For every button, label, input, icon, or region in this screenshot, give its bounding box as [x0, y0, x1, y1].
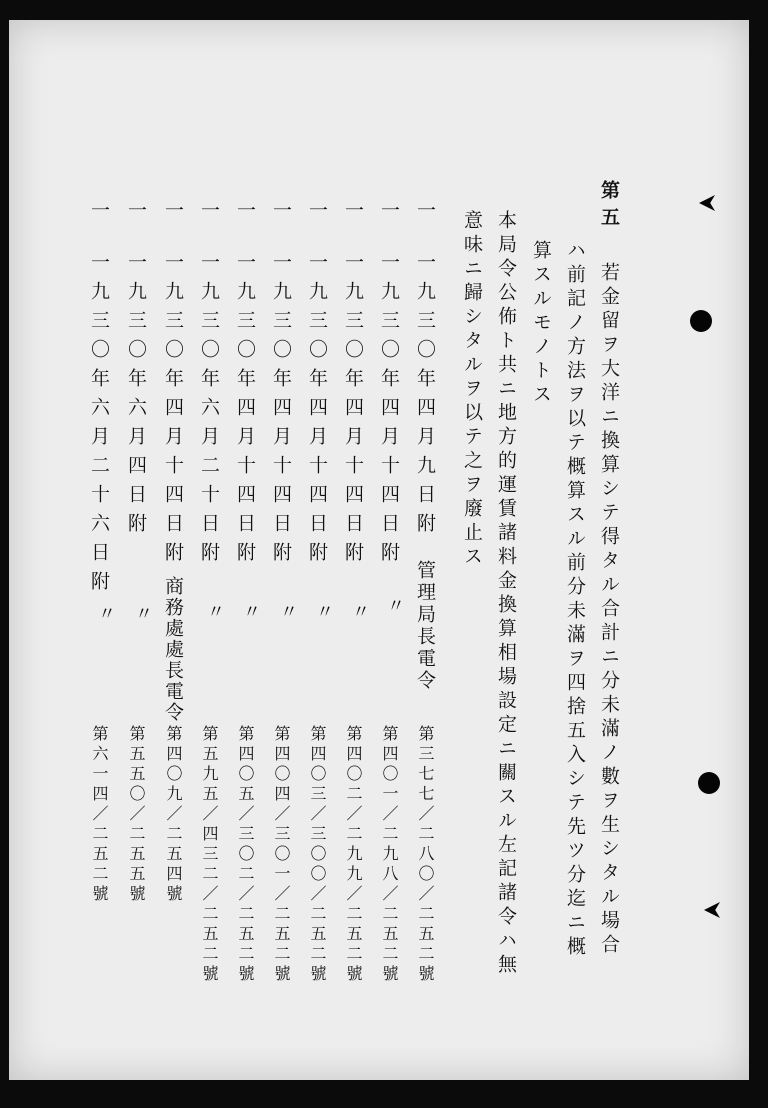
- row-date: 一九三〇年四月十四日附: [342, 252, 364, 571]
- body-line: 本局令公佈ト共ニ地方的運賃諸料金換算相場設定ニ關スル左記諸令ハ無: [495, 210, 517, 978]
- row-date: 一九三〇年六月二十日附: [198, 252, 220, 571]
- row-bullet: 一: [198, 200, 220, 227]
- row-bullet: 一: [270, 200, 292, 227]
- row-issuer-ditto: 〃: [207, 602, 225, 623]
- corner-mark-icon: [704, 902, 720, 918]
- row-date: 一九三〇年四月十四日附: [378, 252, 400, 571]
- row-number: 第三七七／二八〇／二五二號: [416, 725, 435, 985]
- row-number: 第五九五／四三二／二五二號: [200, 725, 219, 985]
- body-line: 意味ニ歸シタルヲ以テ之ヲ廢止ス: [461, 210, 483, 570]
- row-issuer-ditto: 〃: [243, 602, 261, 623]
- row-number: 第四〇一／二九八／二五二號: [380, 725, 399, 985]
- row-date: 一九三〇年四月十四日附: [270, 252, 292, 571]
- row-bullet: 一: [342, 200, 364, 227]
- row-issuer-ditto: 〃: [98, 604, 116, 625]
- row-bullet: 一: [162, 200, 184, 227]
- row-date: 一九三〇年六月二十六日附: [88, 252, 110, 600]
- row-bullet: 一: [88, 200, 110, 227]
- row-date: 一九三〇年四月九日附: [414, 252, 436, 542]
- row-number: 第四〇五／三〇二／二五二號: [236, 725, 255, 985]
- row-bullet: 一: [306, 200, 328, 227]
- row-number: 第五五〇／二五五號: [127, 725, 146, 905]
- row-date: 一九三〇年四月十四日附: [162, 252, 184, 571]
- row-issuer: 商務處處長電令: [162, 576, 184, 723]
- row-number: 第四〇二／二九九／二五二號: [344, 725, 363, 985]
- corner-mark-icon: [699, 195, 715, 211]
- row-number: 第六一四／二五二號: [90, 725, 109, 905]
- row-number: 第四〇三／三〇〇／二五二號: [308, 725, 327, 985]
- binder-hole-icon: [698, 772, 720, 794]
- row-issuer-ditto: 〃: [280, 602, 298, 623]
- row-date: 一九三〇年四月十四日附: [234, 252, 256, 571]
- row-bullet: 一: [414, 200, 436, 227]
- row-issuer: 管理局長電令: [414, 560, 436, 692]
- body-line: 算スルモノトス: [530, 240, 552, 408]
- row-issuer-ditto: 〃: [135, 604, 153, 625]
- row-issuer-ditto: 〃: [352, 602, 370, 623]
- row-issuer-ditto: 〃: [316, 602, 334, 623]
- body-line: 若金留ヲ大洋ニ換算シテ得タル合計ニ分未滿ノ數ヲ生シタル場合: [598, 262, 620, 958]
- row-bullet: 一: [234, 200, 256, 227]
- binder-hole-icon: [690, 310, 712, 332]
- row-date: 一九三〇年四月十四日附: [306, 252, 328, 571]
- row-issuer-ditto: 〃: [387, 596, 405, 617]
- row-bullet: 一: [125, 200, 147, 227]
- row-date: 一九三〇年六月四日附: [125, 252, 147, 542]
- row-number: 第四〇四／三〇一／二五二號: [272, 725, 291, 985]
- body-line: ハ前記ノ方法ヲ以テ概算スル前分未滿ヲ四捨五入シテ先ツ分迄ニ概: [564, 240, 586, 960]
- section-heading: 第五: [598, 180, 620, 234]
- row-number: 第四〇九／二五四號: [164, 725, 183, 905]
- row-bullet: 一: [378, 200, 400, 227]
- document-page: [9, 20, 749, 1080]
